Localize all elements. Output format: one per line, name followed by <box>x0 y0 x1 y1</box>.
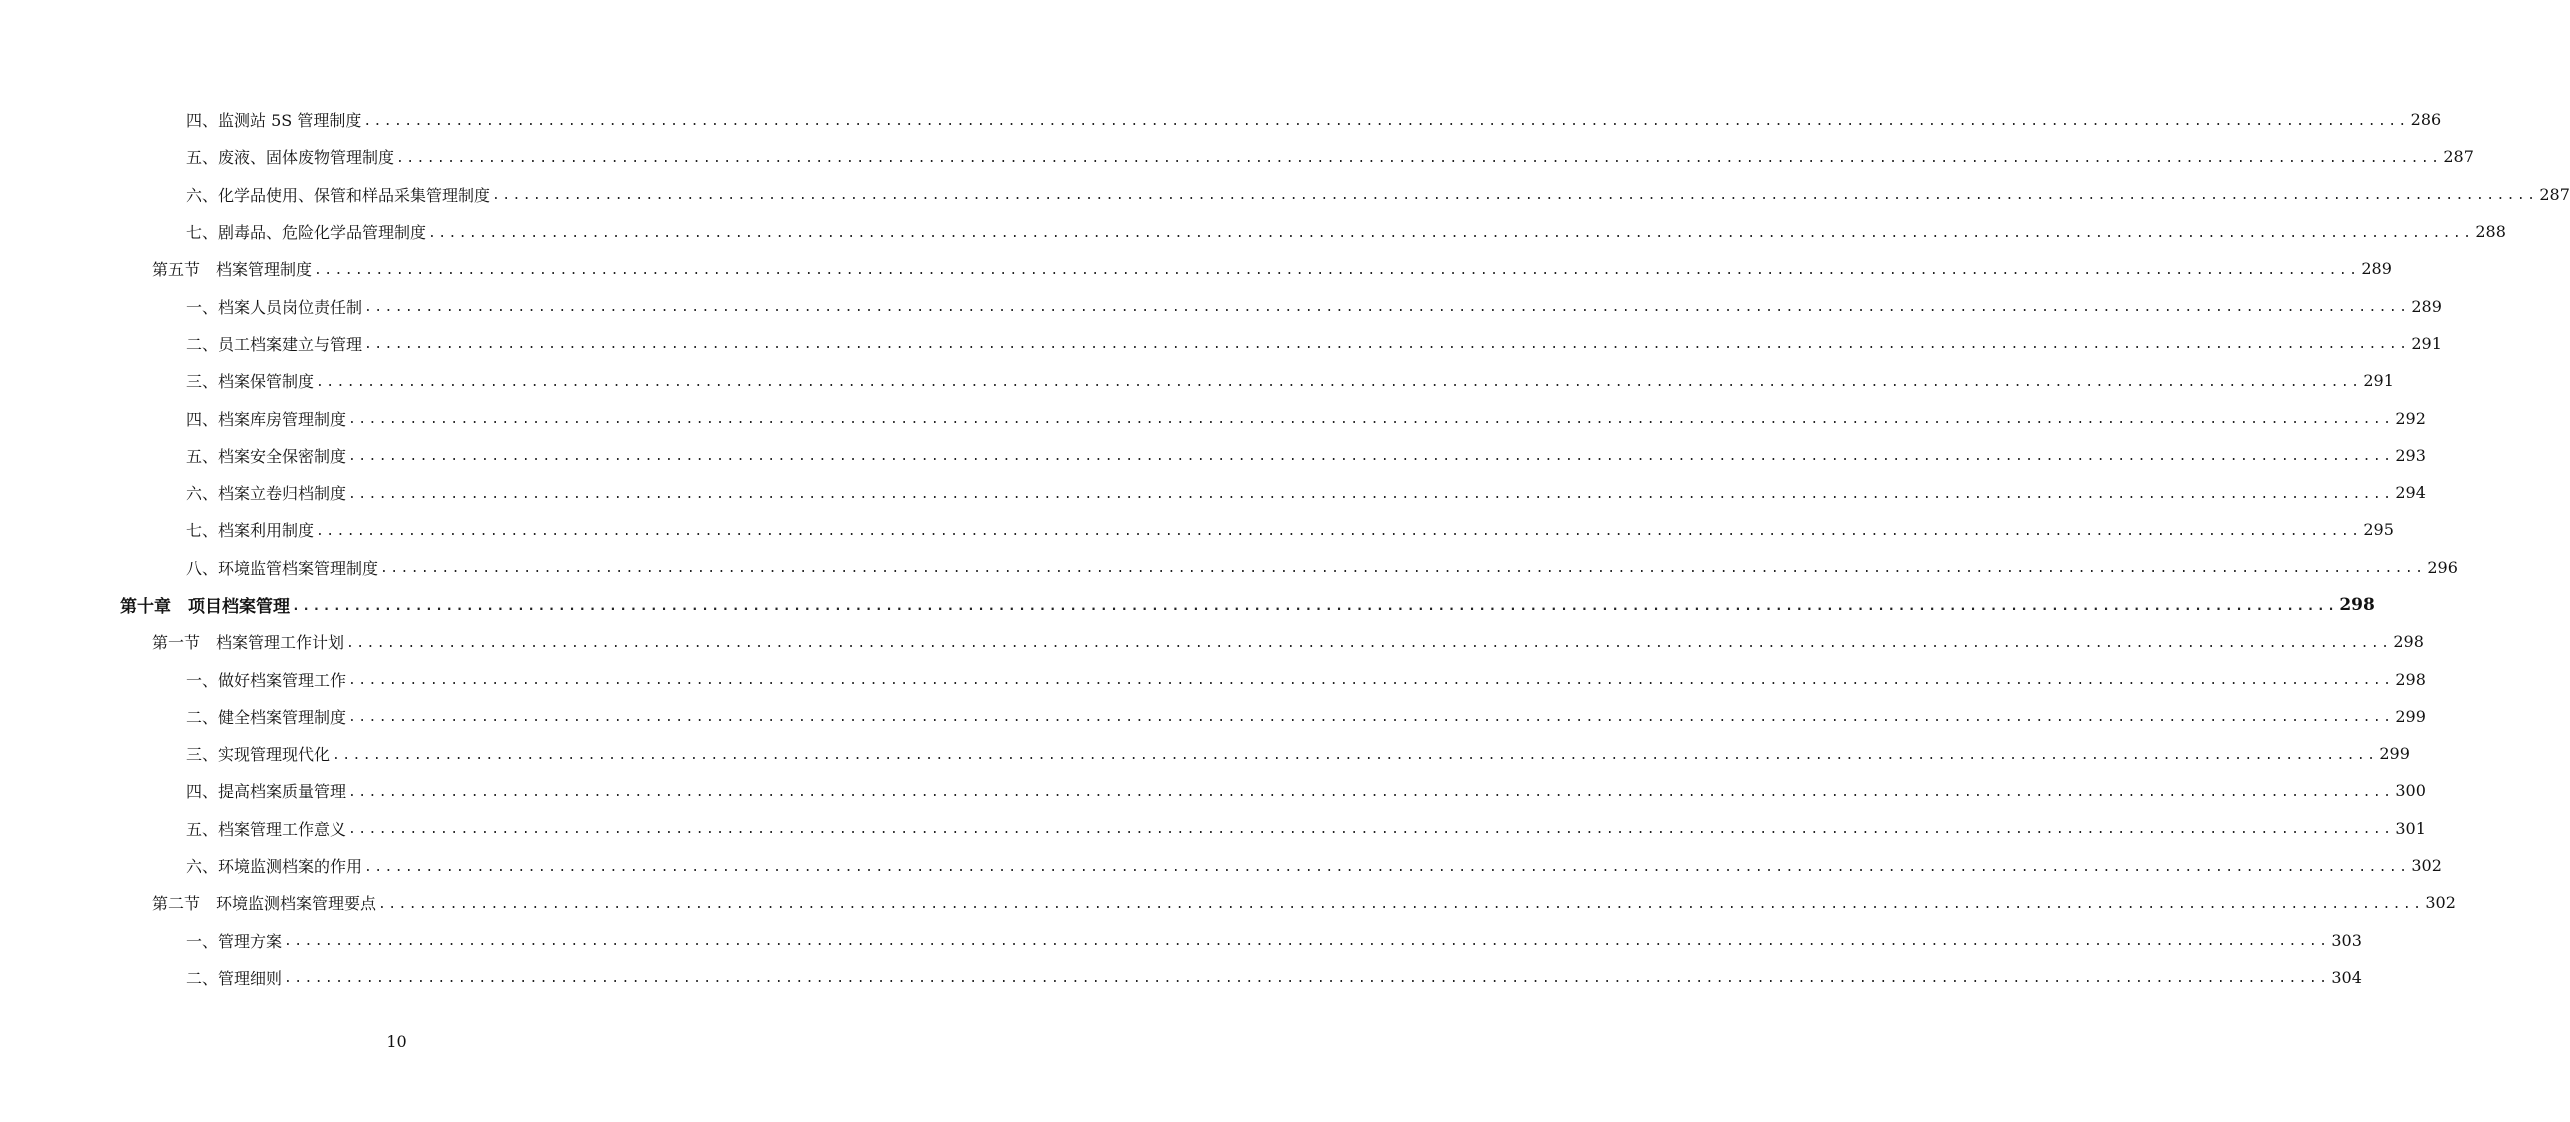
toc-entry-page: 289 <box>2411 296 2442 316</box>
toc-entry-title: 六、环境监测档案的作用 <box>186 854 364 877</box>
toc-entry-page: 302 <box>2425 893 2456 913</box>
dot-leader: ........................................................................................................................................................................................................ <box>348 673 2394 689</box>
toc-entry-page: 293 <box>2395 445 2426 465</box>
toc-entry-page: 303 <box>2331 930 2362 950</box>
dot-leader: ........................................................................................................................................................................................................ <box>348 412 2394 428</box>
toc-subsection-entry[interactable] <box>0 735 2410 772</box>
dot-leader: ........................................................................................................................................................................................................ <box>348 710 2394 726</box>
toc-entry-title: 六、档案立卷归档制度 <box>186 481 348 504</box>
toc-entry-title: 一、做好档案管理工作 <box>186 668 348 691</box>
dot-leader: ........................................................................................................................................................................................................ <box>292 598 2338 614</box>
toc-section-entry[interactable] <box>0 884 2456 921</box>
toc-entry-title: 五、档案安全保密制度 <box>186 444 348 467</box>
dot-leader: ........................................................................................................................................................................................................ <box>348 822 2394 838</box>
dot-leader: ........................................................................................................................................................................................................ <box>380 561 2426 577</box>
toc-chapter-entry[interactable] <box>0 586 2375 623</box>
toc-entry-title: 六、化学品使用、保管和样品采集管理制度 <box>186 183 492 206</box>
toc-subsection-entry[interactable] <box>0 959 2362 996</box>
dot-leader: ........................................................................................................................................................................................................ <box>378 896 2424 912</box>
dot-leader: ........................................................................................................................................................................................................ <box>364 859 2410 875</box>
toc-entry-title: 五、档案管理工作意义 <box>186 817 348 840</box>
toc-section-entry[interactable] <box>0 623 2424 660</box>
dot-leader: ........................................................................................................................................................................................................ <box>396 150 2442 166</box>
dot-leader: ........................................................................................................................................................................................................ <box>314 262 2360 278</box>
toc-subsection-entry[interactable] <box>0 772 2426 809</box>
toc-entry-page: 299 <box>2395 706 2426 726</box>
toc-entry-page: 298 <box>2395 669 2426 689</box>
toc-entry-title: 第五节 档案管理制度 <box>152 257 314 280</box>
toc-entry-title: 第一节 档案管理工作计划 <box>152 630 346 653</box>
toc-entry-page: 299 <box>2379 744 2410 764</box>
toc-entry-title: 七、档案利用制度 <box>186 518 316 541</box>
dot-leader: ........................................................................................................................................................................................................ <box>348 784 2394 800</box>
toc-entry-page: 295 <box>2363 520 2394 540</box>
toc-entry-page: 304 <box>2331 967 2362 987</box>
toc-entry-page: 300 <box>2395 781 2426 801</box>
toc-entry-title: 四、监测站 5S 管理制度 <box>186 108 363 131</box>
toc-entry-page: 294 <box>2395 483 2426 503</box>
dot-leader: ........................................................................................................................................................................................................ <box>428 225 2474 241</box>
toc-entry-page: 287 <box>2539 184 2570 204</box>
toc-entry-title: 一、档案人员岗位责任制 <box>186 295 364 318</box>
toc-entry-page: 287 <box>2443 147 2474 167</box>
dot-leader: ........................................................................................................................................................................................................ <box>364 337 2410 353</box>
toc-subsection-entry[interactable] <box>0 287 2442 324</box>
dot-leader: ........................................................................................................................................................................................................ <box>284 971 2330 987</box>
toc-subsection-entry[interactable] <box>0 176 2570 213</box>
toc-entry-page: 298 <box>2339 594 2375 615</box>
dot-leader: ........................................................................................................................................................................................................ <box>316 374 2362 390</box>
dot-leader: ........................................................................................................................................................................................................ <box>348 449 2394 465</box>
toc-subsection-entry[interactable] <box>0 847 2442 884</box>
toc-entry-page: 291 <box>2411 333 2442 353</box>
dot-leader: ........................................................................................................................................................................................................ <box>316 523 2362 539</box>
toc-entry-page: 301 <box>2395 818 2426 838</box>
toc-entry-page: 292 <box>2395 408 2426 428</box>
toc-entry-page: 302 <box>2411 856 2442 876</box>
toc-entry-title: 第十章 项目档案管理 <box>120 592 292 617</box>
table-of-contents <box>0 101 2570 996</box>
dot-leader: ........................................................................................................................................................................................................ <box>363 113 2409 129</box>
toc-subsection-entry[interactable] <box>0 437 2426 474</box>
dot-leader: ........................................................................................................................................................................................................ <box>332 747 2378 763</box>
toc-entry-page: 291 <box>2363 371 2394 391</box>
toc-entry-title: 二、员工档案建立与管理 <box>186 332 364 355</box>
dot-leader: ........................................................................................................................................................................................................ <box>492 188 2538 204</box>
toc-entry-title: 四、档案库房管理制度 <box>186 407 348 430</box>
toc-subsection-entry[interactable] <box>0 660 2426 697</box>
toc-entry-page: 296 <box>2427 557 2458 577</box>
toc-subsection-entry[interactable] <box>0 922 2362 959</box>
toc-subsection-entry[interactable] <box>0 399 2426 436</box>
toc-subsection-entry[interactable] <box>0 138 2474 175</box>
toc-entry-page: 298 <box>2393 632 2424 652</box>
toc-entry-page: 289 <box>2361 259 2392 279</box>
toc-subsection-entry[interactable] <box>0 549 2458 586</box>
toc-subsection-entry[interactable] <box>0 362 2394 399</box>
toc-subsection-entry[interactable] <box>0 698 2426 735</box>
page-number: 10 <box>386 1032 407 1051</box>
toc-subsection-entry[interactable] <box>0 101 2442 138</box>
toc-entry-title: 八、环境监管档案管理制度 <box>186 556 380 579</box>
dot-leader: ........................................................................................................................................................................................................ <box>364 300 2410 316</box>
toc-entry-title: 三、档案保管制度 <box>186 369 316 392</box>
toc-section-entry[interactable] <box>0 250 2392 287</box>
dot-leader: ........................................................................................................................................................................................................ <box>348 486 2394 502</box>
toc-entry-title: 五、废液、固体废物管理制度 <box>186 145 396 168</box>
toc-entry-title: 二、管理细则 <box>186 966 284 989</box>
toc-subsection-entry[interactable] <box>0 511 2394 548</box>
toc-entry-title: 第二节 环境监测档案管理要点 <box>152 891 378 914</box>
toc-subsection-entry[interactable] <box>0 810 2426 847</box>
toc-entry-page: 288 <box>2475 222 2506 242</box>
toc-subsection-entry[interactable] <box>0 213 2506 250</box>
toc-entry-title: 二、健全档案管理制度 <box>186 705 348 728</box>
toc-entry-page: 286 <box>2410 110 2442 130</box>
dot-leader: ........................................................................................................................................................................................................ <box>346 635 2392 651</box>
toc-subsection-entry[interactable] <box>0 474 2426 511</box>
dot-leader: ........................................................................................................................................................................................................ <box>284 934 2330 950</box>
toc-entry-title: 七、剧毒品、危险化学品管理制度 <box>186 220 428 243</box>
toc-entry-title: 一、管理方案 <box>186 929 284 952</box>
toc-subsection-entry[interactable] <box>0 325 2442 362</box>
toc-entry-title: 四、提高档案质量管理 <box>186 779 348 802</box>
toc-entry-title: 三、实现管理现代化 <box>186 742 332 765</box>
